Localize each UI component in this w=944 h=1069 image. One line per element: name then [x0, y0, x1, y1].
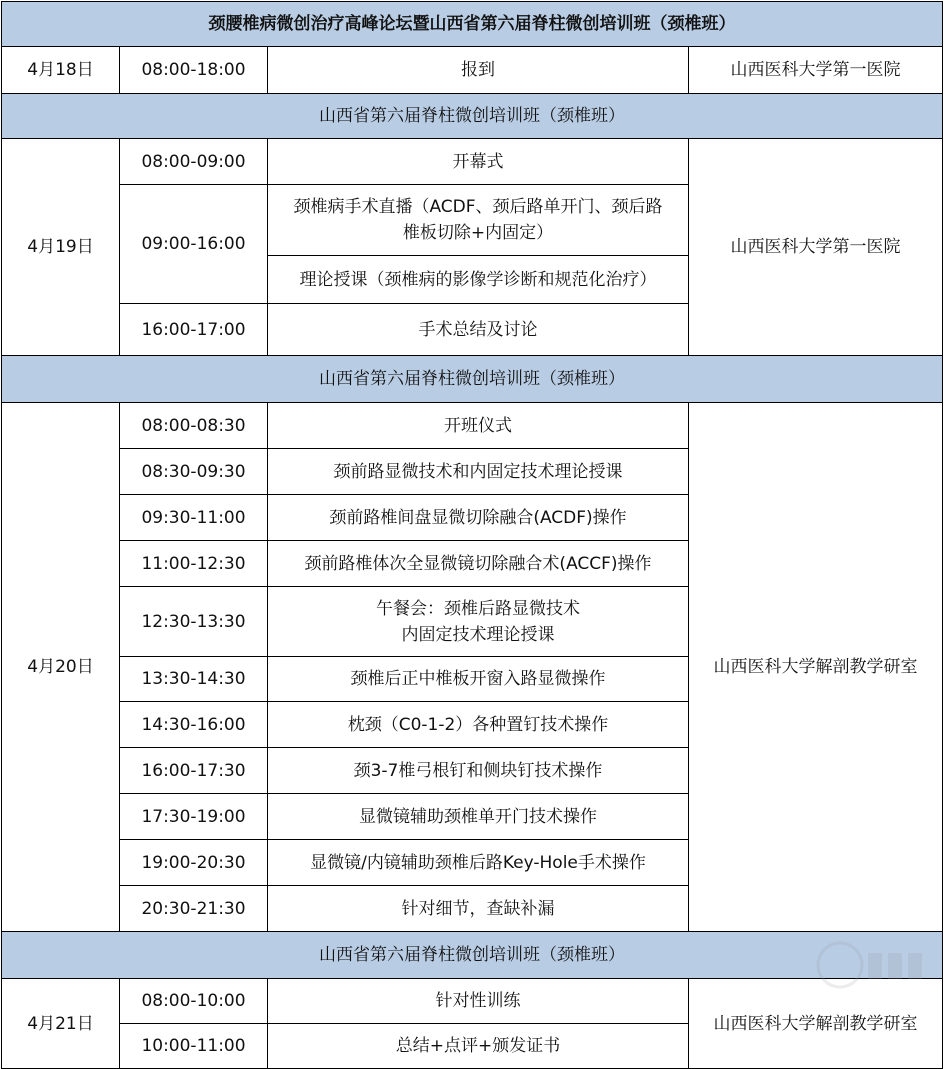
time-cell: 16:00-17:00	[120, 304, 268, 356]
location-cell: 山西医科大学第一医院	[689, 47, 943, 94]
watermark-logo	[808, 931, 938, 991]
item-cell	[268, 185, 689, 256]
time-cell: 11:00-12:30	[120, 541, 268, 587]
location-cell: 山西医科大学第一医院	[689, 139, 943, 356]
item-cell: 枕颈（C0-1-2）各种置钉技术操作	[268, 702, 689, 748]
item-cell: 针对细节，查缺补漏	[268, 886, 689, 932]
item-line: 内固定技术理论授课	[401, 624, 555, 645]
item-cell	[268, 587, 689, 657]
table-row	[2, 979, 943, 1024]
section-band-row	[2, 932, 943, 979]
date-cell: 4月20日	[2, 403, 120, 932]
table-row	[2, 139, 943, 185]
time-cell: 08:00-09:00	[120, 139, 268, 185]
time-cell: 14:30-16:00	[120, 702, 268, 748]
item-cell: 颈前路椎体次全显微镜切除融合术(ACCF)操作	[268, 541, 689, 587]
time-cell: 20:30-21:30	[120, 886, 268, 932]
item-line: 椎板切除+内固定）	[402, 223, 554, 243]
item-cell: 显微镜辅助颈椎单开门技术操作	[268, 794, 689, 840]
location-cell: 山西医科大学解剖教学研室	[689, 979, 943, 1069]
item-cell: 颈前路椎间盘显微切除融合(ACDF)操作	[268, 495, 689, 541]
location-cell: 山西医科大学解剖教学研室	[689, 403, 943, 932]
item-cell: 针对性训练	[268, 979, 689, 1024]
item-cell: 颈前路显微技术和内固定技术理论授课	[268, 449, 689, 495]
item-cell: 颈3-7椎弓根钉和侧块钉技术操作	[268, 748, 689, 794]
time-cell: 08:30-09:30	[120, 449, 268, 495]
schedule-title: 颈腰椎病微创治疗高峰论坛暨山西省第六届脊柱微创培训班（颈椎班）	[2, 2, 943, 47]
time-cell: 09:00-16:00	[120, 185, 268, 304]
section-band-row	[2, 94, 943, 139]
time-cell: 13:30-14:30	[120, 657, 268, 702]
date-cell: 4月21日	[2, 979, 120, 1069]
time-cell: 08:00-08:30	[120, 403, 268, 449]
time-cell: 10:00-11:00	[120, 1024, 268, 1069]
item-cell: 总结+点评+颁发证书	[268, 1024, 689, 1069]
time-cell: 08:00-10:00	[120, 979, 268, 1024]
section-band: 山西省第六届脊柱微创培训班（颈椎班）	[2, 94, 943, 139]
item-line: 午餐会：颈椎后路显微技术	[376, 598, 580, 619]
section-band: 山西省第六届脊柱微创培训班（颈椎班）	[2, 932, 943, 979]
item-cell: 显微镜/内镜辅助颈椎后路Key-Hole手术操作	[268, 840, 689, 886]
item-cell: 颈椎后正中椎板开窗入路显微操作	[268, 657, 689, 702]
date-cell: 4月18日	[2, 47, 120, 94]
date-cell: 4月19日	[2, 139, 120, 356]
title-row	[2, 2, 943, 47]
time-cell: 17:30-19:00	[120, 794, 268, 840]
schedule-table	[1, 1, 943, 1069]
section-band: 山西省第六届脊柱微创培训班（颈椎班）	[2, 356, 943, 403]
section-band-row	[2, 356, 943, 403]
item-cell: 手术总结及讨论	[268, 304, 689, 356]
item-line: 颈椎病手术直播（ACDF、颈后路单开门、颈后路	[293, 197, 663, 217]
table-row	[2, 47, 943, 94]
table-row	[2, 403, 943, 449]
time-cell: 09:30-11:00	[120, 495, 268, 541]
time-cell: 12:30-13:30	[120, 587, 268, 657]
time-cell: 16:00-17:30	[120, 748, 268, 794]
time-cell: 08:00-18:00	[120, 47, 268, 94]
item-cell: 理论授课（颈椎病的影像学诊断和规范化治疗）	[268, 256, 689, 304]
item-cell: 报到	[268, 47, 689, 94]
item-cell: 开班仪式	[268, 403, 689, 449]
item-cell: 开幕式	[268, 139, 689, 185]
time-cell: 19:00-20:30	[120, 840, 268, 886]
